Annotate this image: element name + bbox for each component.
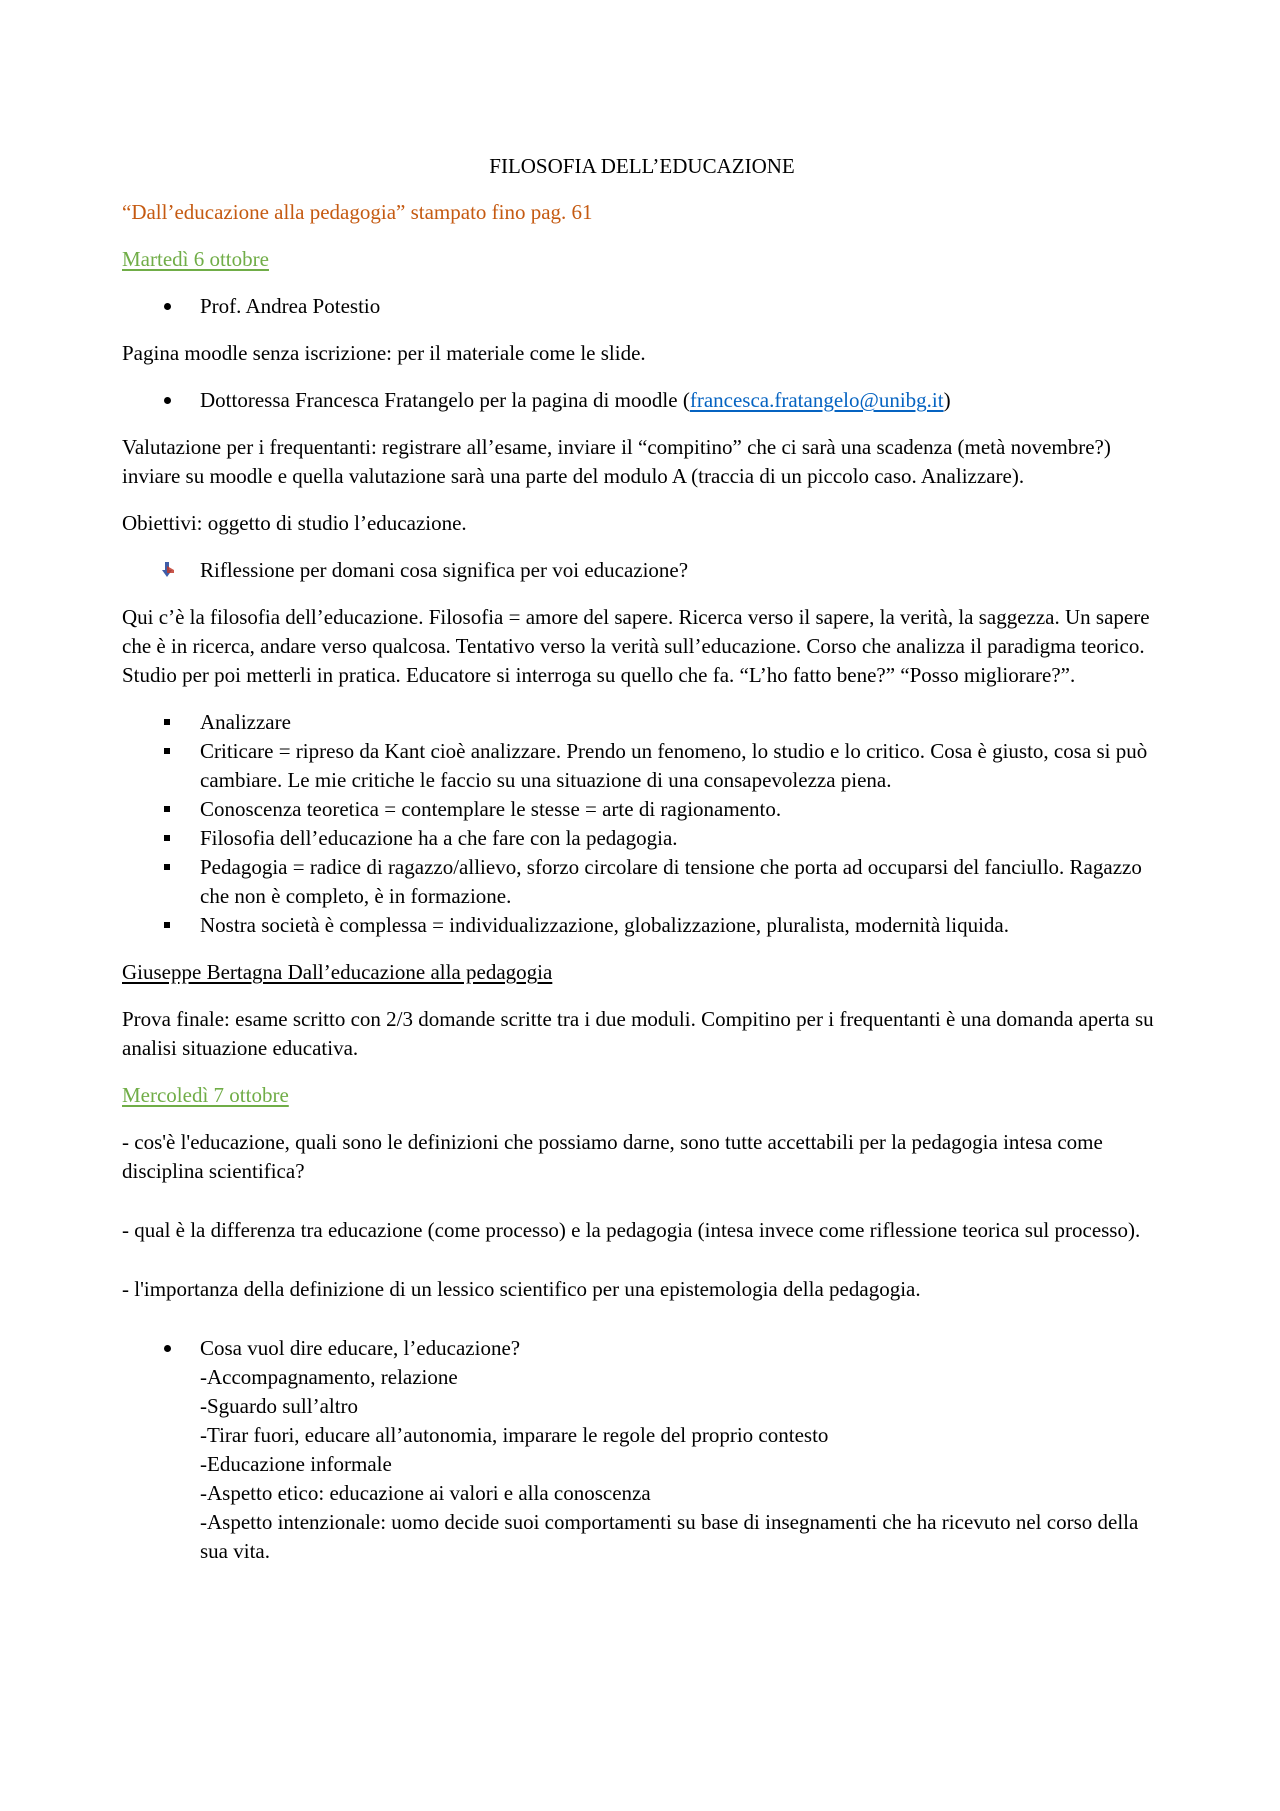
book-reference-text: Giuseppe Bertagna Dall’educazione alla pedagogia	[122, 960, 553, 984]
riflessione-list	[122, 556, 1162, 585]
question-2: - qual è la differenza tra educazione (come processo) e la pedagogia (intesa invece come riflessione teorica sul processo).	[122, 1218, 1141, 1242]
list-item-dottoressa	[122, 386, 1162, 415]
filosofia-paragraph: Qui c’è la filosofia dell’educazione. Filosofia = amore del sapere. Ricerca verso il sapere, la verità, la saggezza. Un sapere che è in ricerca, andare verso qualcosa. Tentativo verso la verità sull’educazione. Corso che analizza il paradigma teorico. Studio per poi metterli in pratica. Educatore si interroga su quello che fa. “L’ho fatto bene?” “Posso migliorare?”.	[122, 605, 1150, 687]
arrow-down-icon	[161, 561, 177, 579]
educare-list	[122, 1334, 1162, 1566]
dottoressa-list	[122, 386, 1162, 415]
list-item: Nostra società è complessa = individualizzazione, globalizzazione, pluralista, modernità liquida.	[122, 911, 1162, 940]
moodle-note: Pagina moodle senza iscrizione: per il materiale come le slide.	[122, 341, 646, 365]
educare-line: -Aspetto etico: educazione ai valori e alla conoscenza	[200, 1481, 651, 1505]
page-title: FILOSOFIA DELL’EDUCAZIONE	[489, 154, 795, 178]
list-item-riflessione	[122, 556, 1162, 585]
concepts-list	[122, 708, 1162, 940]
section-date-1-text: Martedì 6 ottobre	[122, 247, 269, 271]
section-date-1	[122, 245, 1162, 274]
educare-line: -Sguardo sull’altro	[200, 1394, 359, 1418]
prova-finale-paragraph: Prova finale: esame scritto con 2/3 domande scritte tra i due moduli. Compitino per i frequentanti è una domanda aperta su analisi situazione educativa.	[122, 1007, 1154, 1060]
list-item-prof: Prof. Andrea Potestio	[122, 292, 1162, 321]
section-date-2	[122, 1081, 1162, 1110]
list-item: Pedagogia = radice di ragazzo/allievo, sforzo circolare di tensione che porta ad occuparsi del fanciullo. Ragazzo che non è completo, è in formazione.	[122, 853, 1162, 911]
educare-line: -Accompagnamento, relazione	[200, 1365, 458, 1389]
section-date-2-text: Mercoledì 7 ottobre	[122, 1083, 289, 1107]
list-item: Filosofia dell’educazione ha a che fare con la pedagogia.	[122, 824, 1162, 853]
list-item: Analizzare	[122, 708, 1162, 737]
question-1: - cos'è l'educazione, quali sono le definizioni che possiamo darne, sono tutte accettabili per la pedagogia intesa come disciplina scientifica?	[122, 1130, 1103, 1183]
valutazione-paragraph: Valutazione per i frequentanti: registrare all’esame, inviare il “compitino” che ci sarà una scadenza (metà novembre?) inviare su moodle e quella valutazione sarà una parte del modulo A (traccia di un piccolo caso. Analizzare).	[122, 435, 1111, 488]
email-link[interactable]: francesca.fratangelo@unibg.it	[689, 388, 944, 412]
list-item-educare	[122, 1334, 1162, 1566]
document-body	[122, 152, 1162, 1584]
educare-line: -Educazione informale	[200, 1452, 392, 1476]
list-item: Criticare = ripreso da Kant cioè analizzare. Prendo un fenomeno, lo studio e lo critico. Cosa è giusto, cosa si può cambiare. Le mie critiche le faccio su una situazione di una consapevolezza piena.	[122, 737, 1162, 795]
obiettivi-paragraph: Obiettivi: oggetto di studio l’educazione.	[122, 511, 467, 535]
dottoressa-text: Dottoressa Francesca Fratangelo per la pagina di moodle (	[200, 388, 690, 412]
educare-line: -Tirar fuori, educare all’autonomia, imparare le regole del proprio contesto	[200, 1423, 829, 1447]
book-reference	[122, 958, 1162, 987]
riflessione-text: Riflessione per domani cosa significa per voi educazione?	[200, 558, 689, 582]
prof-list	[122, 292, 1162, 321]
question-3: - l'importanza della definizione di un lessico scientifico per una epistemologia della pedagogia.	[122, 1277, 921, 1301]
list-item: Conoscenza teoretica = contemplare le stesse = arte di ragionamento.	[122, 795, 1162, 824]
dottoressa-close: )	[943, 388, 951, 412]
educare-line: -Aspetto intenzionale: uomo decide suoi comportamenti su base di insegnamenti che ha ricevuto nel corso della sua vita.	[200, 1510, 1139, 1563]
educare-heading: Cosa vuol dire educare, l’educazione?	[200, 1336, 521, 1360]
book-note: “Dall’educazione alla pedagogia” stampato fino pag. 61	[122, 200, 593, 224]
